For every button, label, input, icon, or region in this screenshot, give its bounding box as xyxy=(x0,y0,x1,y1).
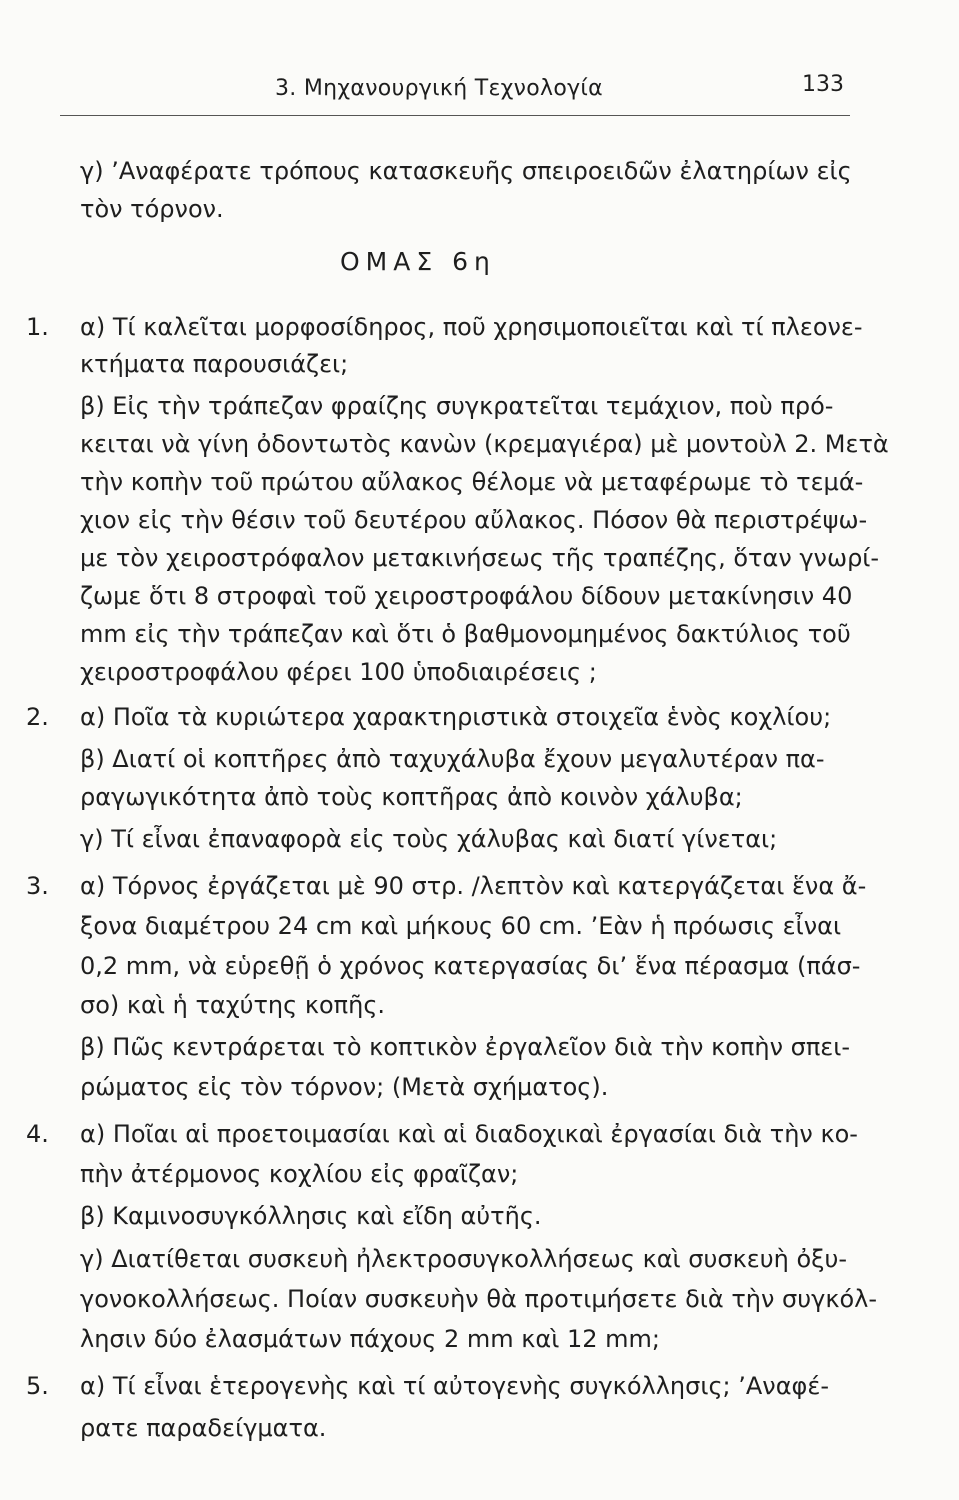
text-line: ζωμε ὅτι 8 στροφαὶ τοῦ χειροστροφάλου δίδουν μετακίνησιν 40 xyxy=(80,582,853,610)
text-line: γ) Διατίθεται συσκευὴ ἠλεκτροσυγκολλήσεως καὶ συσκευὴ ὀξυ- xyxy=(80,1245,848,1273)
text-line: ρατε παραδείγματα. xyxy=(80,1414,327,1442)
running-header xyxy=(60,66,850,120)
text-line: α) Τόρνος ἐργάζεται μὲ 90 στρ. /λεπτὸν καὶ κατεργάζεται ἕνα ἄ- xyxy=(80,872,867,900)
question-number: 3. xyxy=(26,872,49,900)
page-number: 133 xyxy=(802,72,844,97)
text-line: ραγωγικότητα ἀπὸ τοὺς κοπτῆρας ἀπὸ κοινὸν χάλυβα; xyxy=(80,783,743,811)
text-line: πὴν ἀτέρμονος κοχλίου εἰς φραῖζαν; xyxy=(80,1160,519,1188)
text-line: β) Εἰς τὴν τράπεζαν φραίζης συγκρατεῖται τεμάχιον, ποὺ πρό- xyxy=(80,392,834,420)
text-line: γ) Τί εἶναι ἐπαναφορὰ εἰς τοὺς χάλυβας καὶ διατί γίνεται; xyxy=(80,825,778,853)
group-title: ΟΜΑΣ 6η xyxy=(340,247,496,276)
text-line: λησιν δύο ἐλασμάτων πάχους 2 mm καὶ 12 mm; xyxy=(80,1325,660,1353)
text-line: mm εἰς τὴν τράπεζαν καὶ ὅτι ὁ βαθμονομημένος δακτύλιος τοῦ xyxy=(80,620,851,648)
text-line: χειροστροφάλου φέρει 100 ὑποδιαιρέσεις ; xyxy=(80,658,597,686)
header-rule xyxy=(60,115,850,116)
question-number: 5. xyxy=(26,1372,49,1400)
question-number: 4. xyxy=(26,1120,49,1148)
text-line: τὴν κοπὴν τοῦ πρώτου αὔλακος θέλομε νὰ μεταφέρωμε τὸ τεμά- xyxy=(80,468,864,496)
text-line: β) Πῶς κεντράρεται τὸ κοπτικὸν ἐργαλεῖον διὰ τὴν κοπὴν σπει- xyxy=(80,1033,851,1061)
text-line: τὸν τόρνον. xyxy=(80,195,224,223)
text-line: γ) ’Αναφέρατε τρόπους κατασκευῆς σπειροειδῶν ἐλατηρίων εἰς xyxy=(80,157,852,185)
text-line: κειται νὰ γίνη ὀδοντωτὸς κανὼν (κρεμαγιέρα) μὲ μοντοὺλ 2. Μετὰ xyxy=(80,430,889,458)
question-number: 1. xyxy=(26,313,49,341)
text-line: α) Τί καλεῖται μορφοσίδηρος, ποῦ χρησιμοποιεῖται καὶ τί πλεονε- xyxy=(80,313,863,341)
text-line: β) Καμινοσυγκόλλησις καὶ εἴδη αὐτῆς. xyxy=(80,1202,542,1230)
text-line: β) Διατί οἱ κοπτῆρες ἀπὸ ταχυχάλυβα ἔχουν μεγαλυτέραν πα- xyxy=(80,745,825,773)
text-line: α) Ποῖα τὰ κυριώτερα χαρακτηριστικὰ στοιχεῖα ἑνὸς κοχλίου; xyxy=(80,703,832,731)
text-line: σο) καὶ ἡ ταχύτης κοπῆς. xyxy=(80,991,386,1019)
question-number: 2. xyxy=(26,703,49,731)
text-line: με τὸν χειροστρόφαλον μετακινήσεως τῆς τραπέζης, ὅταν γνωρί- xyxy=(80,544,880,572)
text-line: ρώματος εἰς τὸν τόρνον; (Μετὰ σχήματος). xyxy=(80,1073,609,1101)
text-line: κτήματα παρουσιάζει; xyxy=(80,350,349,378)
text-line: 0,2 mm, νὰ εὑρεθῇ ὁ χρόνος κατεργασίας δι’ ἕνα πέρασμα (πάσ- xyxy=(80,952,861,980)
text-line: χιον εἰς τὴν θέσιν τοῦ δευτέρου αὔλακος. Πόσον θὰ περιστρέψω- xyxy=(80,506,868,534)
text-line: α) Τί εἶναι ἑτερογενὴς καὶ τί αὐτογενὴς συγκόλλησις; ’Αναφέ- xyxy=(80,1372,829,1400)
text-line: ξονα διαμέτρου 24 cm καὶ μήκους 60 cm. ’Εὰν ἡ πρόωσις εἶναι xyxy=(80,912,842,940)
text-line: γονοκολλήσεως. Ποίαν συσκευὴν θὰ προτιμήσετε διὰ τὴν συγκόλ- xyxy=(80,1285,878,1313)
text-line: α) Ποῖαι αἱ προετοιμασίαι καὶ αἱ διαδοχικαὶ ἐργασίαι διὰ τὴν κο- xyxy=(80,1120,858,1148)
chapter-title: 3. Μηχανουργική Τεχνολογία xyxy=(275,76,603,101)
